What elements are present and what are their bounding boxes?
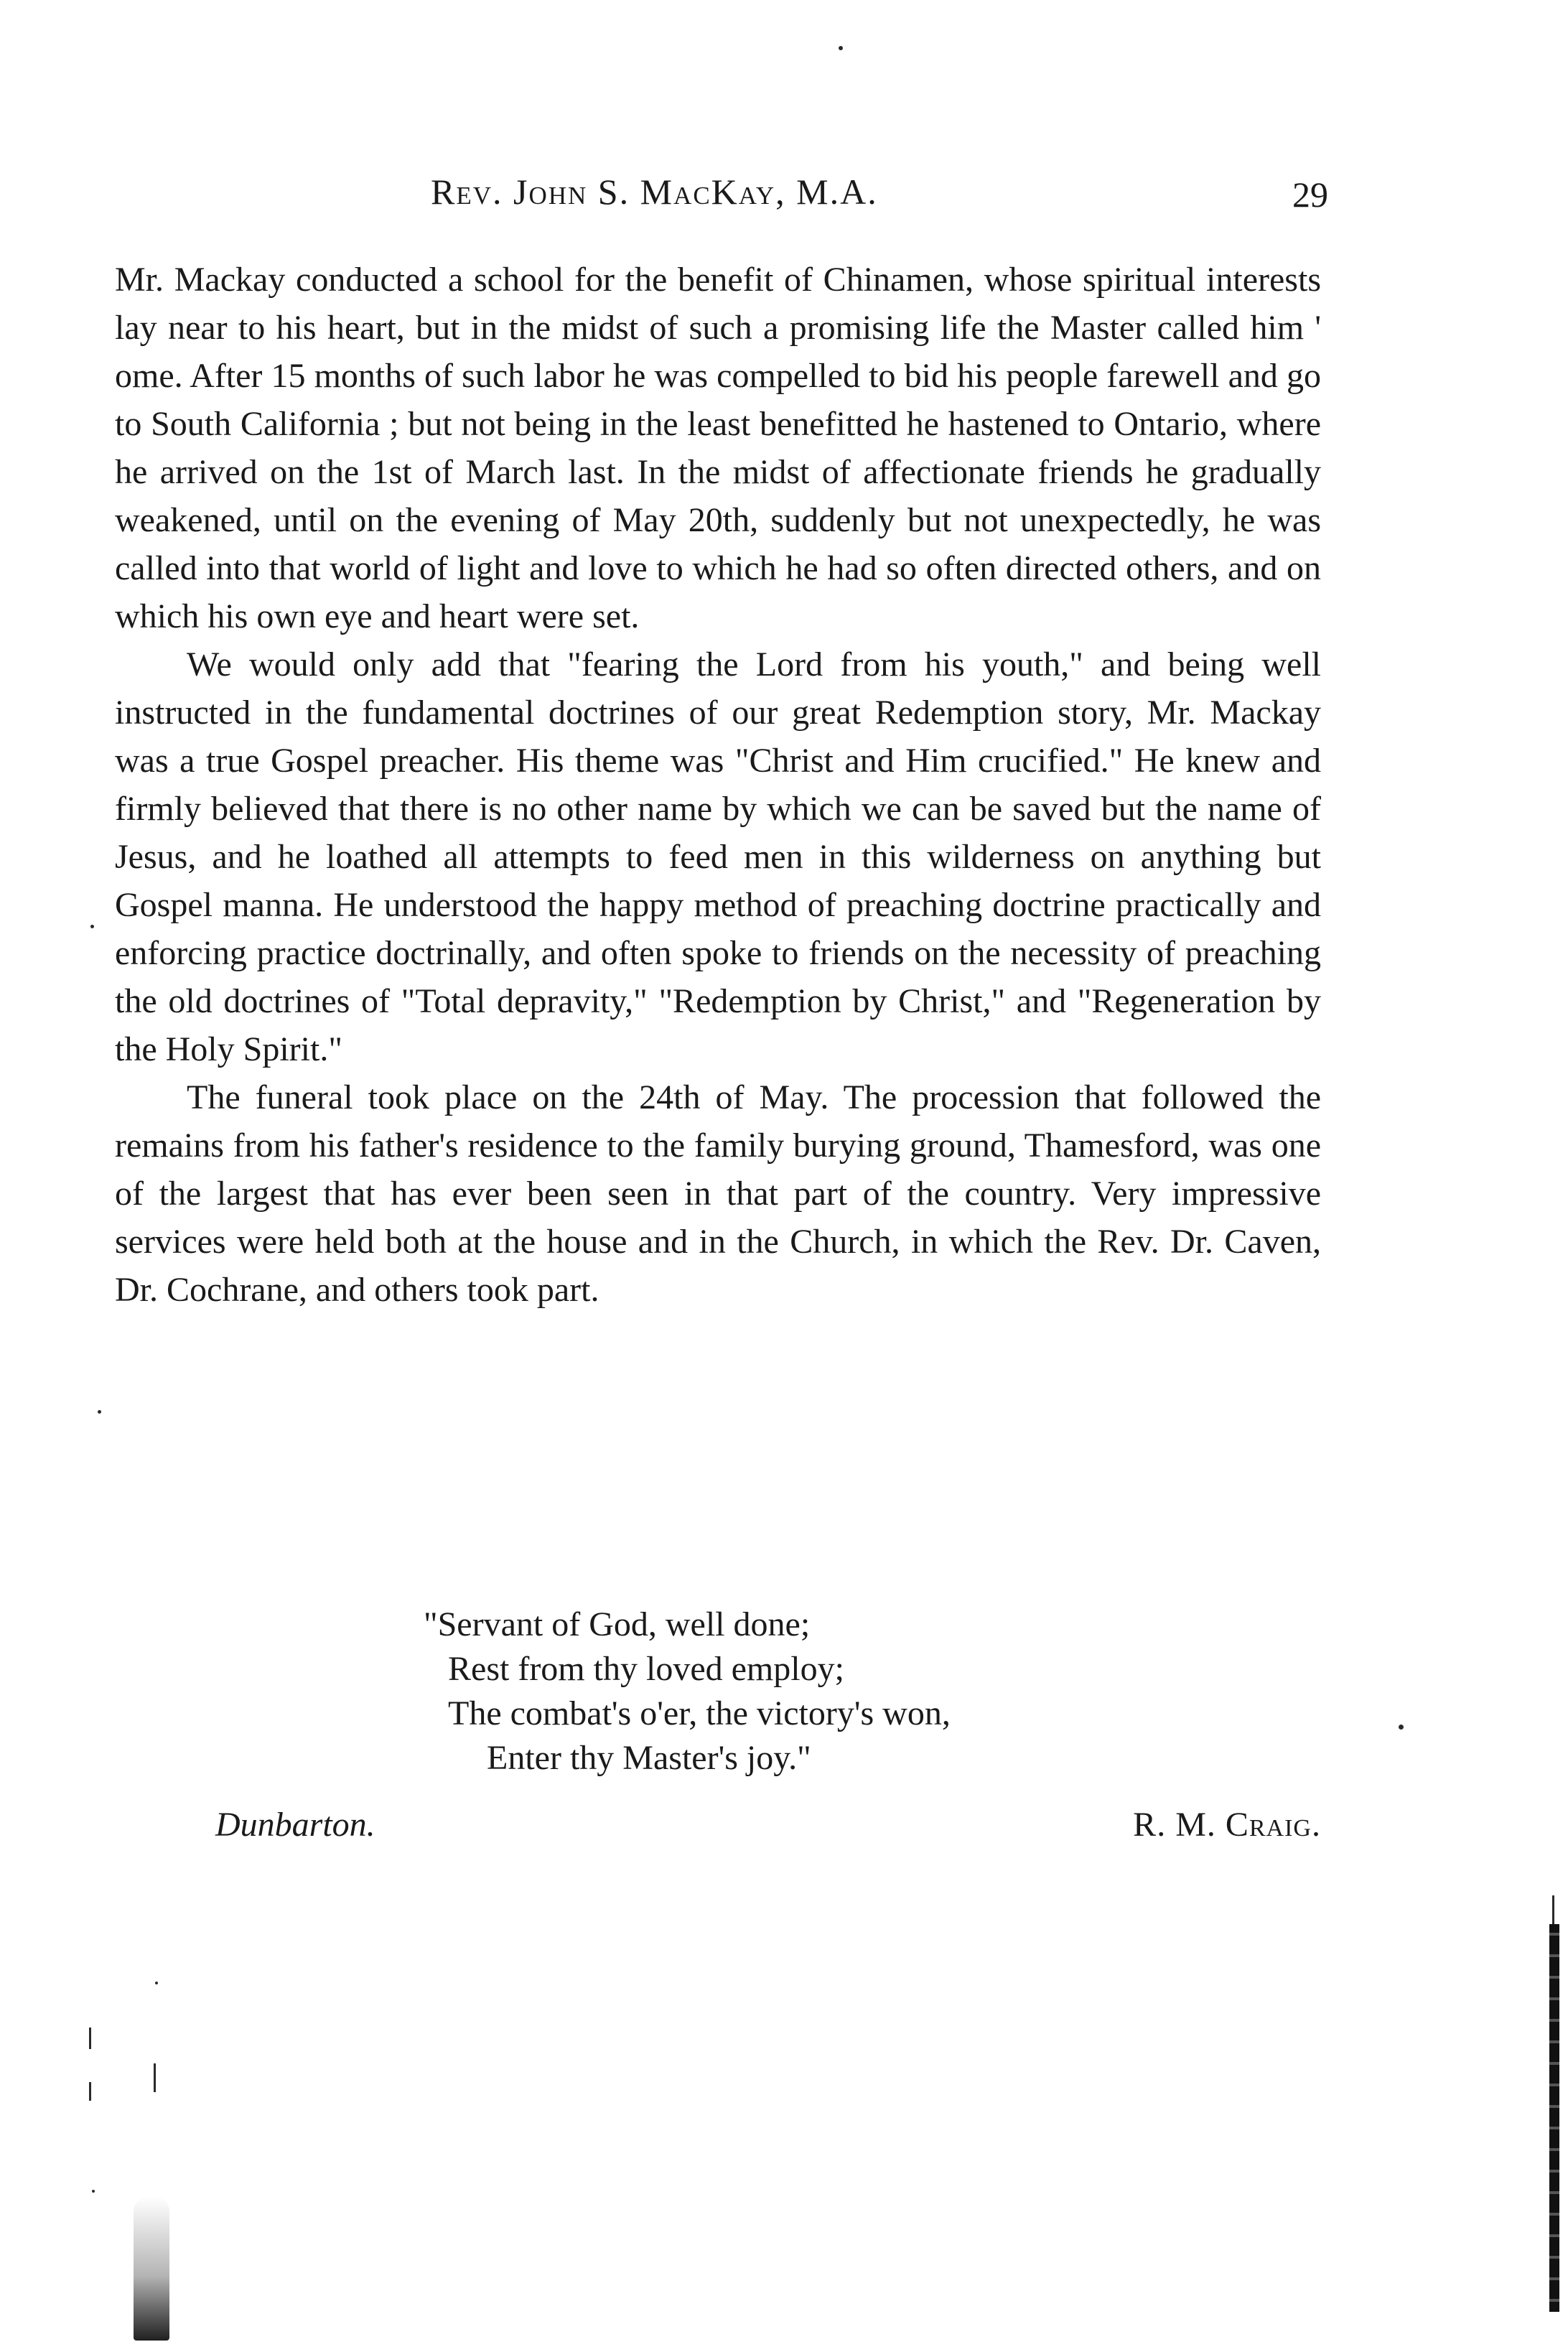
scan-line bbox=[89, 2028, 91, 2049]
running-title: Rev. John S. MacKay, M.A. bbox=[431, 172, 878, 212]
scan-line bbox=[89, 2082, 91, 2101]
poem-line: The combat's o'er, the victory's won, bbox=[448, 1694, 951, 1732]
binding-edge bbox=[1549, 1924, 1559, 2312]
poem-stanza bbox=[424, 1602, 1142, 1781]
running-head bbox=[115, 171, 1328, 228]
gutter-smudge bbox=[134, 2197, 169, 2341]
scan-dot bbox=[1399, 1725, 1404, 1730]
poem-line: Rest from thy loved employ; bbox=[448, 1650, 844, 1688]
signature-block bbox=[115, 1805, 1321, 1855]
poem-line: Enter thy Master's joy." bbox=[487, 1739, 811, 1777]
scan-dot bbox=[839, 46, 843, 50]
scan-line bbox=[154, 2063, 156, 2092]
body-text bbox=[115, 256, 1321, 1314]
scan-dot bbox=[90, 925, 94, 928]
paragraph-2: We would only add that "fearing the Lord from his youth," and being well instructed in the fundamental doctrines of our great Redemption story, Mr. Mackay was a true Gospel preacher. His theme was "Christ and Him crucified." He knew and firmly believed that there is no other name by which we can be saved but the name of Jesus, and he loathed all attempts to feed men in this wilderness on anything but Gospel manna. He understood the happy method of preaching doctrine practically and enforcing practice doctrinally, and often spoke to friends on the necessity of preaching the old doctrines of "Total depravity," "Redemption by Christ," and "Regeneration by the Holy Spirit." bbox=[115, 645, 1321, 1068]
paragraph-1: Mr. Mackay conducted a school for the benefit of Chinamen, whose spiritual interests lay near to his heart, but in the midst of such a promising life the Master called him ' ome. After 15 months of such labor he was compelled to bid his people farewell and go to South California ; but not being in the least benefitted he hastened to Ontario, where he arrived on the 1st of March last. In the midst of affectionate friends he gradually weakened, until on the evening of May 20th, suddenly but not unexpectedly, he was called into that world of light and love to which he had so often directed others, and on which his own eye and heart were set. bbox=[115, 261, 1321, 635]
signature-place: Dunbarton. bbox=[215, 1806, 375, 1844]
poem-line: "Servant of God, well done; bbox=[424, 1605, 811, 1643]
scan-dot bbox=[155, 1982, 158, 1984]
signature-author: R. M. Craig. bbox=[1133, 1806, 1321, 1844]
page-number: 29 bbox=[1292, 174, 1328, 215]
paragraph-3: The funeral took place on the 24th of May. The procession that followed the remains from his father's residence to the family burying ground, Thamesford, was one of the largest that has ever been seen in that part of the country. Very impressive services were held both at the house and in the Church, in which the Rev. Dr. Caven, Dr. Cochrane, and others took part. bbox=[115, 1078, 1321, 1309]
scan-dot bbox=[98, 1410, 101, 1414]
scan-dot bbox=[92, 2190, 95, 2193]
scan-line bbox=[1552, 1895, 1554, 1924]
